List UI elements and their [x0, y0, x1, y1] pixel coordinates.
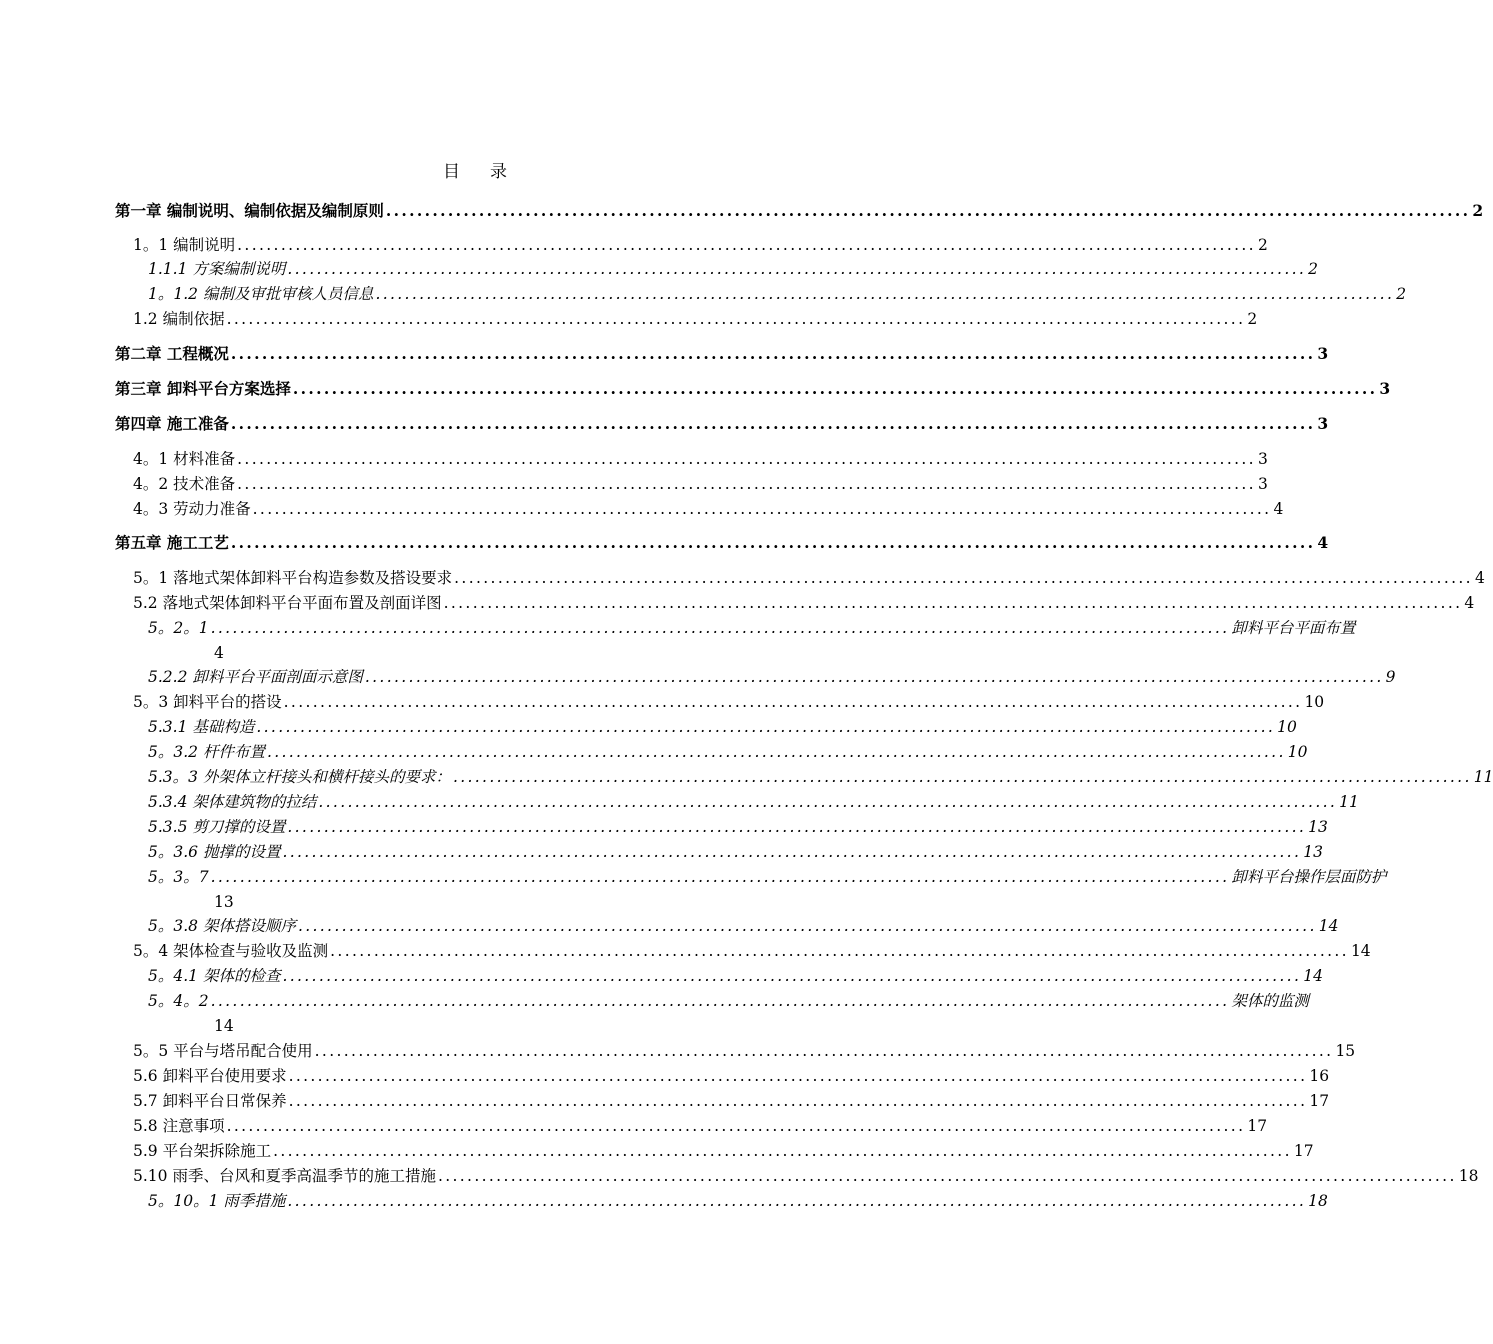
toc-entry[interactable] [148, 866, 1387, 888]
toc-leader-dots: ............................................................................................................................................ [437, 1167, 1457, 1185]
toc-entry-label: 5。4。2 [148, 992, 209, 1010]
toc-entry-page: 9 [1385, 668, 1396, 686]
toc-entry[interactable] [148, 666, 1396, 688]
toc-entry-page: 3 [1379, 379, 1391, 398]
toc-leader-dots: ............................................................................................................................................ [330, 942, 1349, 960]
toc-entry[interactable] [148, 258, 1319, 280]
toc-entry-page: 10 [1287, 743, 1308, 761]
toc-entry-page: 14 [214, 1017, 234, 1035]
toc-entry-page: 4 [1474, 569, 1485, 587]
toc-entry-label: 第二章 工程概况 [115, 344, 229, 363]
toc-entry[interactable] [133, 448, 1268, 470]
toc-entry[interactable] [148, 791, 1359, 813]
toc-leader-dots: ............................................................................................................................................ [288, 1067, 1308, 1085]
toc-leader-dots: ............................................................................................................................................ [314, 1042, 1334, 1060]
toc-leader-dots: ............................................................................................................................................ [210, 619, 1230, 637]
toc-entry-label: 4。1 材料准备 [133, 450, 236, 468]
toc-entry[interactable] [115, 532, 1329, 554]
toc-entry-title: 架体的监测 [1231, 992, 1309, 1010]
toc-entry-label: 5。2。1 [148, 619, 209, 637]
toc-leader-dots: ............................................................................................................................................ [210, 868, 1230, 886]
toc-entry-label: 5。3 卸料平台的搭设 [133, 693, 282, 711]
toc-entry[interactable] [133, 691, 1325, 713]
toc-entry[interactable] [133, 308, 1258, 330]
toc-entry-label: 1。1.2 编制及审批审核人员信息 [148, 285, 374, 303]
toc-leader-dots: ............................................................................................................................................ [256, 718, 1276, 736]
toc-entry-label: 5.9 平台架拆除施工 [133, 1142, 272, 1160]
toc-entry-label: 第四章 施工准备 [115, 414, 229, 433]
toc-entry[interactable] [148, 965, 1323, 987]
toc-leader-dots: ............................................................................................................................................ [252, 500, 1272, 518]
toc-entry-label: 5。10。1 雨季措施 [148, 1192, 286, 1210]
toc-entry[interactable] [115, 343, 1329, 365]
toc-entry-title: 卸料平台操作层面防护 [1231, 868, 1387, 886]
toc-entry-page: 15 [1335, 1042, 1356, 1060]
toc-entry-label: 4。2 技术准备 [133, 475, 236, 493]
toc-leader-dots: ............................................................................................................................................ [318, 793, 1338, 811]
toc-leader-dots: ............................................................................................................................................ [454, 569, 1473, 587]
toc-leader-dots: ............................................................................................................................................ [230, 414, 1316, 433]
toc-entry[interactable] [133, 498, 1284, 520]
toc-entry-label: 5。4 架体检查与验收及监测 [133, 942, 329, 960]
toc-entry-label: 5。3.2 杆件布置 [148, 743, 265, 761]
toc-entry-label: 5。3.6 抛撑的设置 [148, 843, 281, 861]
toc-title-char: 录 [490, 162, 507, 182]
toc-entry-page: 3 [1257, 450, 1268, 468]
toc-entry-label: 5。1 落地式架体卸料平台构造参数及搭设要求 [133, 569, 453, 587]
toc-leader-dots: ............................................................................................................................................ [266, 743, 1286, 761]
toc-leader-dots: ............................................................................................................................................ [287, 818, 1307, 836]
toc-entry-label: 1.1.1 方案编制说明 [148, 260, 286, 278]
toc-entry-page: 16 [1309, 1067, 1330, 1085]
toc-entry-page: 14 [1318, 917, 1339, 935]
toc-entry-label: 5。5 平台与塔吊配合使用 [133, 1042, 313, 1060]
toc-entry[interactable] [133, 592, 1475, 614]
toc-leader-dots: ............................................................................................................................................ [292, 379, 1378, 398]
toc-entry-label: 5.2.2 卸料平台平面剖面示意图 [148, 668, 363, 686]
toc-leader-dots: ............................................................................................................................................ [237, 475, 1256, 493]
toc-leader-dots: ............................................................................................................................................ [282, 967, 1302, 985]
toc-entry-page: 4 [1317, 533, 1329, 552]
toc-entry[interactable] [115, 200, 1484, 222]
toc-leader-dots: ............................................................................................................................................ [230, 344, 1316, 363]
toc-leader-dots: ............................................................................................................................................ [230, 533, 1316, 552]
toc-leader-dots: ............................................................................................................................................ [375, 285, 1395, 303]
toc-entry-label: 5.8 注意事项 [133, 1117, 225, 1135]
toc-entry-page: 14 [1350, 942, 1371, 960]
toc-entry[interactable] [148, 915, 1339, 937]
toc-leader-dots: ............................................................................................................................................ [452, 768, 1472, 786]
toc-entry[interactable] [133, 234, 1268, 256]
toc-entry-page: 13 [214, 893, 234, 911]
toc-entry[interactable] [133, 1115, 1268, 1137]
toc-entry-page: 14 [1303, 967, 1323, 985]
toc-entry[interactable] [133, 473, 1268, 495]
toc-entry-page: 4 [214, 644, 224, 662]
toc-entry-label: 5.3.1 基础构造 [148, 718, 255, 736]
toc-entry-page: 2 [1257, 236, 1268, 254]
toc-entry-page: 17 [1293, 1142, 1314, 1160]
toc-entry-label: 5。3.8 架体搭设顺序 [148, 917, 296, 935]
toc-entry[interactable] [148, 1190, 1328, 1212]
toc-entry-page: 4 [1464, 594, 1475, 612]
toc-entry-label: 4。3 劳动力准备 [133, 500, 251, 518]
toc-entry-label: 第三章 卸料平台方案选择 [115, 379, 291, 398]
toc-entry-page: 10 [1277, 718, 1297, 736]
toc-leader-dots: ............................................................................................................................................ [297, 917, 1317, 935]
toc-entry-label: 5.3.5 剪刀撑的设置 [148, 818, 286, 836]
toc-entry[interactable] [148, 283, 1407, 305]
toc-leader-dots: ............................................................................................................................................ [287, 260, 1307, 278]
toc-entry-page: 17 [1309, 1092, 1330, 1110]
toc-leader-dots: ............................................................................................................................................ [226, 1117, 1246, 1135]
toc-entry[interactable] [148, 766, 1493, 788]
toc-leader-dots: ............................................................................................................................................ [237, 450, 1256, 468]
toc-leader-dots: ............................................................................................................................................ [287, 1192, 1307, 1210]
toc-leader-dots: ............................................................................................................................................ [283, 693, 1303, 711]
toc-entry-page: 11 [1339, 793, 1359, 811]
toc-entry-page: 13 [1303, 843, 1323, 861]
toc-entry[interactable] [115, 378, 1391, 400]
toc-entry-label: 第五章 施工工艺 [115, 533, 229, 552]
toc-entry-label: 5.3。3 外架体立杆接头和横杆接头的要求： [148, 768, 451, 786]
toc-entry-page: 3 [1317, 414, 1329, 433]
toc-entry-label: 5.10 雨季、台风和夏季高温季节的施工措施 [133, 1167, 436, 1185]
toc-entry-page: 11 [1473, 768, 1493, 786]
toc-entry-page: 2 [1472, 201, 1484, 220]
toc-entry-title: 卸料平台平面布置 [1231, 619, 1356, 637]
toc-entry-label: 1。1 编制说明 [133, 236, 236, 254]
toc-entry-page: 2 [1247, 310, 1258, 328]
toc-entry-page: 3 [1317, 344, 1329, 363]
toc-entry[interactable] [133, 567, 1485, 589]
toc-entry[interactable] [133, 1165, 1479, 1187]
toc-entry-page: 13 [1308, 818, 1328, 836]
toc-entry[interactable] [133, 1065, 1330, 1087]
toc-entry[interactable] [133, 1090, 1330, 1112]
toc-entry[interactable] [133, 1140, 1314, 1162]
toc-entry-label: 5.2 落地式架体卸料平台平面布置及剖面详图 [133, 594, 442, 612]
toc-leader-dots: ............................................................................................................................................ [237, 236, 1256, 254]
toc-title-char: 目 [443, 162, 460, 182]
toc-entry-page: 4 [1273, 500, 1284, 518]
toc-entry-label: 5。3。7 [148, 868, 209, 886]
toc-entry-page: 18 [1458, 1167, 1479, 1185]
toc-entry[interactable] [148, 617, 1356, 639]
toc-leader-dots: ............................................................................................................................................ [273, 1142, 1292, 1160]
toc-leader-dots: ............................................................................................................................................ [385, 201, 1471, 220]
toc-entry-label: 5.6 卸料平台使用要求 [133, 1067, 287, 1085]
toc-entry-label: 第一章 编制说明、编制依据及编制原则 [115, 201, 384, 220]
toc-leader-dots: ............................................................................................................................................ [443, 594, 1463, 612]
toc-entry-label: 5.7 卸料平台日常保养 [133, 1092, 287, 1110]
toc-entry[interactable] [148, 716, 1297, 738]
toc-entry-page: 18 [1308, 1192, 1328, 1210]
toc-entry[interactable] [133, 940, 1371, 962]
toc-entry[interactable] [115, 413, 1329, 435]
toc-entry-label: 1.2 编制依据 [133, 310, 225, 328]
toc-entry[interactable] [148, 990, 1309, 1012]
toc-leader-dots: ............................................................................................................................................ [210, 992, 1230, 1010]
toc-entry[interactable] [148, 741, 1308, 763]
toc-entry[interactable] [148, 841, 1323, 863]
toc-entry-page: 2 [1396, 285, 1407, 303]
toc-entry-page: 3 [1257, 475, 1268, 493]
toc-leader-dots: ............................................................................................................................................ [282, 843, 1302, 861]
toc-entry[interactable] [148, 816, 1328, 838]
toc-entry-page: 2 [1308, 260, 1319, 278]
toc-title [0, 157, 950, 182]
toc-leader-dots: ............................................................................................................................................ [364, 668, 1384, 686]
toc-entry[interactable] [133, 1040, 1356, 1062]
toc-leader-dots: ............................................................................................................................................ [226, 310, 1246, 328]
toc-leader-dots: ............................................................................................................................................ [288, 1092, 1308, 1110]
toc-entry-page: 10 [1304, 693, 1325, 711]
toc-entry-label: 5。4.1 架体的检查 [148, 967, 281, 985]
toc-entry-label: 5.3.4 架体建筑物的拉结 [148, 793, 317, 811]
toc-entry-page: 17 [1247, 1117, 1268, 1135]
